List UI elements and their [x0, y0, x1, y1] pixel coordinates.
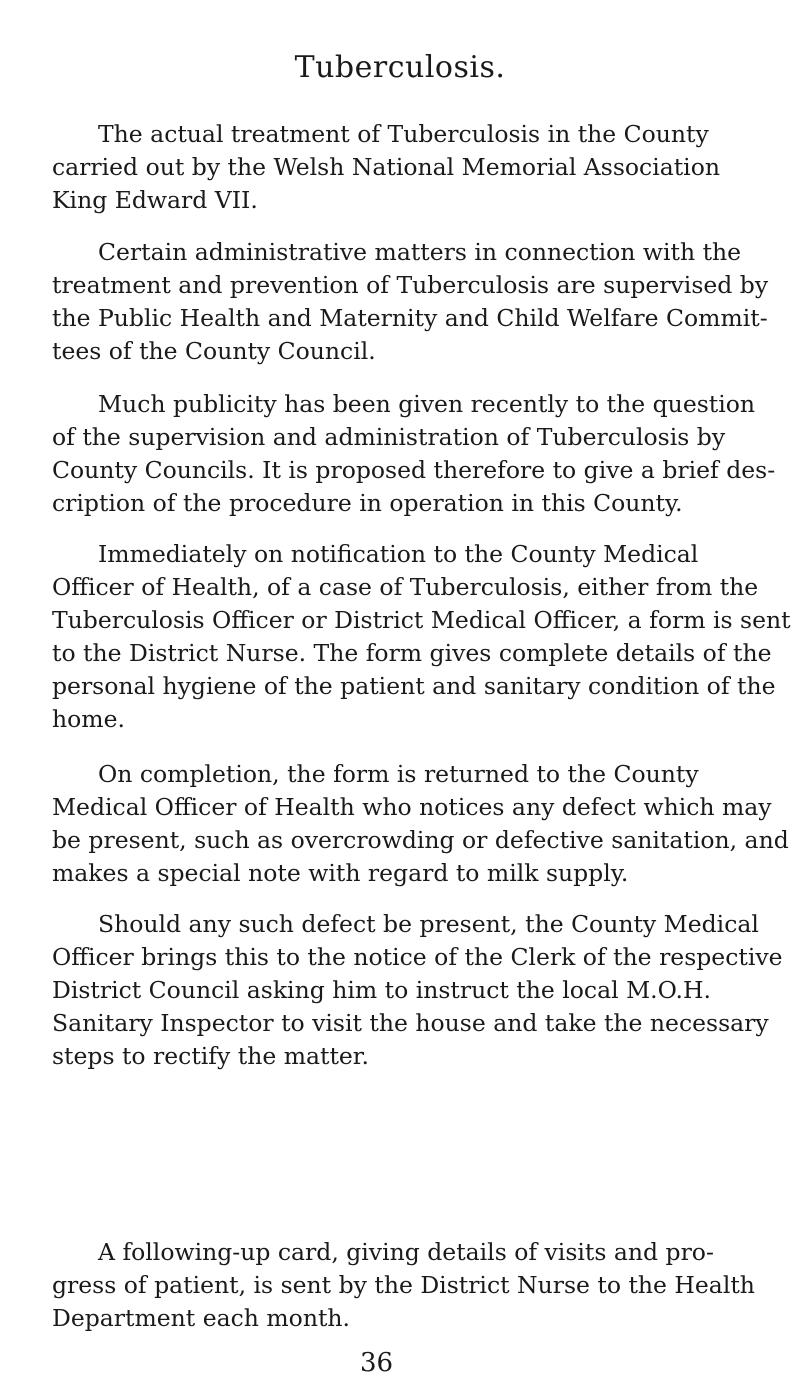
paragraph-line: District Council asking him to instruct the local M.O.H.: [52, 976, 711, 1004]
paragraph-line: makes a special note with regard to milk supply.: [52, 859, 629, 887]
paragraph-line: Officer brings this to the notice of the Clerk of the respective: [52, 943, 783, 971]
paragraph-line: King Edward VII.: [52, 186, 258, 214]
paragraph-line: of the supervision and administration of Tuberculosis by: [52, 423, 726, 451]
page-number: 36: [360, 1348, 394, 1378]
paragraph-line: treatment and prevention of Tuberculosis are supervised by: [52, 271, 769, 299]
paragraph-line: to the District Nurse. The form gives complete details of the: [52, 639, 772, 667]
paragraph-line: Sanitary Inspector to visit the house and take the necessary: [52, 1009, 769, 1037]
paragraph-line: the Public Health and Maternity and Child Welfare Commit-: [52, 304, 768, 332]
paragraph-1: [52, 118, 792, 217]
paragraph-line: steps to rectify the matter.: [52, 1042, 369, 1070]
paragraph-7: [52, 1236, 792, 1335]
paragraph-line: Officer of Health, of a case of Tuberculosis, either from the: [52, 573, 759, 601]
paragraph-5: [52, 758, 792, 890]
paragraph-line: Much publicity has been given recently to the question: [98, 390, 756, 418]
paragraph-line: County Councils. It is proposed therefore to give a brief des-: [52, 456, 776, 484]
paragraph-line: Should any such defect be present, the County Medical: [98, 910, 759, 938]
paragraph-line: Tuberculosis Officer or District Medical Officer, a form is sent: [52, 606, 791, 634]
paragraph-line: cription of the procedure in operation in this County.: [52, 489, 683, 517]
paragraph-line: Medical Officer of Health who notices any defect which may: [52, 793, 772, 821]
page-title: Tuberculosis.: [294, 50, 506, 85]
paragraph-line: personal hygiene of the patient and sanitary condition of the: [52, 672, 776, 700]
paragraph-line: be present, such as overcrowding or defective sanitation, and: [52, 826, 789, 854]
paragraph-2: [52, 236, 792, 368]
paragraph-6: [52, 908, 792, 1073]
paragraph-line: tees of the County Council.: [52, 337, 376, 365]
paragraph-4: [52, 538, 792, 736]
paragraph-3: [52, 388, 792, 520]
paragraph-line: Immediately on notification to the County Medical: [98, 540, 699, 568]
paragraph-line: home.: [52, 705, 125, 733]
paragraph-line: Department each month.: [52, 1304, 351, 1332]
paragraph-line: On completion, the form is returned to the County: [98, 760, 699, 788]
paragraph-line: The actual treatment of Tuberculosis in the County: [98, 120, 709, 148]
paragraph-line: A following-up card, giving details of visits and pro-: [98, 1238, 714, 1266]
paragraph-line: carried out by the Welsh National Memorial Association: [52, 153, 720, 181]
paragraph-line: gress of patient, is sent by the District Nurse to the Health: [52, 1271, 755, 1299]
paragraph-line: Certain administrative matters in connection with the: [98, 238, 742, 266]
